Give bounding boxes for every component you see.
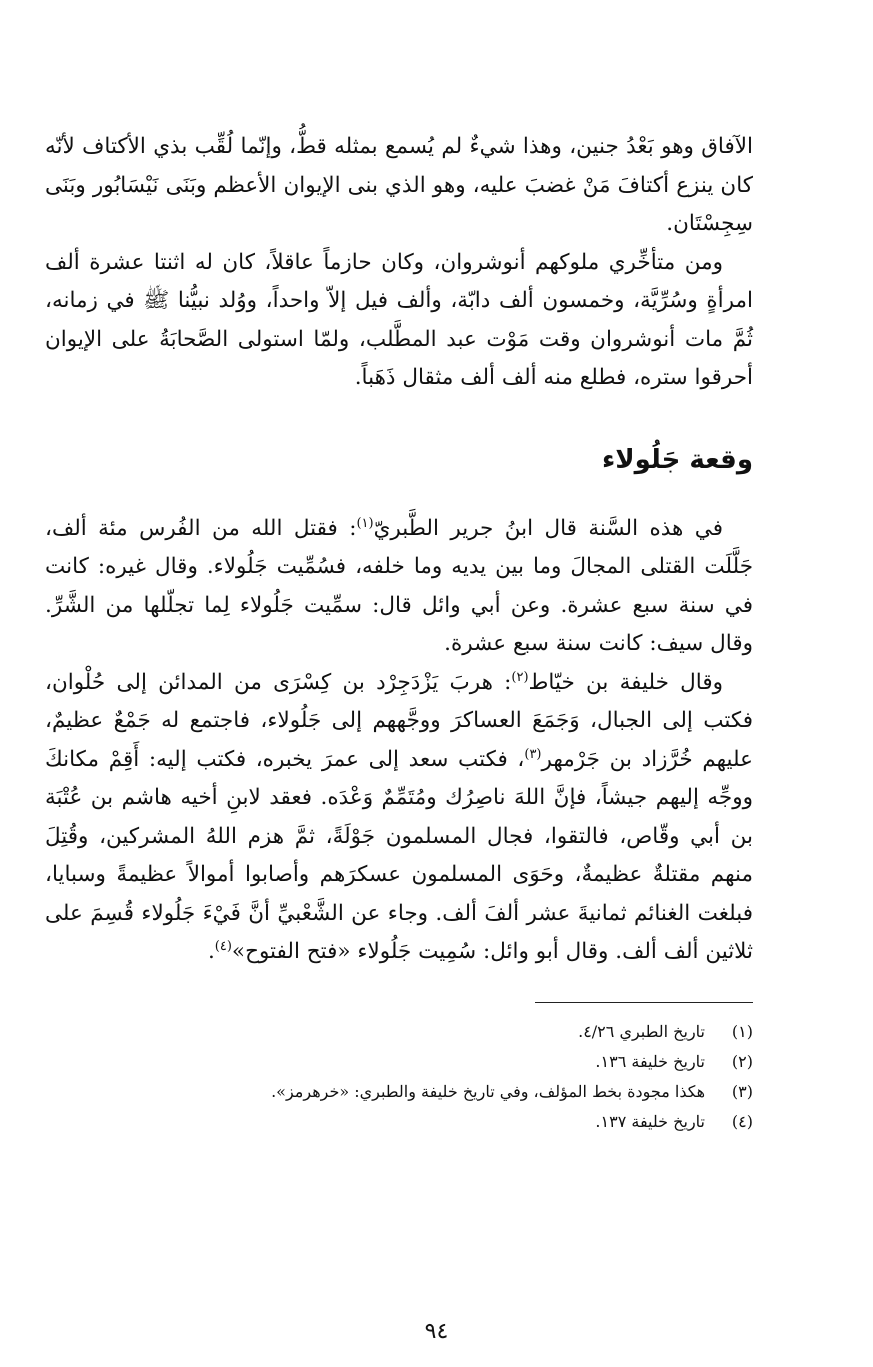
page-number: ٩٤ bbox=[424, 1319, 449, 1344]
footnote-1 bbox=[45, 1017, 753, 1047]
footnote-mark-1: (١) bbox=[356, 515, 374, 531]
footnote-number: (٢) bbox=[731, 1051, 753, 1071]
footnote-number: (١) bbox=[731, 1021, 753, 1041]
footnote-3 bbox=[45, 1077, 753, 1107]
footnote-text: تاريخ الطبري ٤/٢٦. bbox=[578, 1021, 705, 1041]
footnotes bbox=[45, 1017, 753, 1137]
paragraph-3-text-b: : فقتل الله من الفُرس مئة ألف، جَلَّلَت القتلى المجالَ وما بين يديه وما خلفه، فسُمِّيت جَلُولاء. وقال غيره: كانت في سنة سبع عشرة. وعن أبي وائل قال: سمِّيت جَلُولاء لِما تجلّلها من الشَّرِّ. وقال سيف: كانت سنة سبع عشرة. bbox=[45, 515, 753, 656]
footnote-divider bbox=[535, 1002, 753, 1003]
footnote-number: (٣) bbox=[731, 1081, 753, 1101]
paragraph-3-text-a: في هذه السَّنة قال ابنُ جرير الطَّبريّ bbox=[373, 515, 723, 541]
footnote-number: (٤) bbox=[731, 1111, 753, 1131]
paragraph-4-text-b: : هربَ يَزْدَجِرْد بن كِسْرَى من المدائن إلى حُلْوان، فكتب إلى الجبال، وَجَمَعَ العساكرَ ووجَّههم إلى جَلُولاء، فاجتمع له جَمْعٌ عظيمٌ، عليهم خُرَّزاد بن جَرْمهر bbox=[45, 669, 753, 772]
footnote-text: هكذا مجودة بخط المؤلف، وفي تاريخ خليفة والطبري: «خرهرمز». bbox=[271, 1081, 705, 1101]
paragraph-4-text-c: ، فكتب سعد إلى عمرَ يخبره، فكتب إليه: أَقِمْ مكانكَ ووجِّه إليهم جيشاً، فإنَّ اللهَ ناصِرُك ومُتَمِّمٌ وَعْدَه. فعقد لابنِ أخيه هاشم بن عُتْبَة بن أبي وقّاص، فالتقوا، فجال المسلمون جَوْلَةً، ثمَّ هزم اللهُ المشركين، وقُتِلَ منهم مقتلةٌ عظيمةٌ، وحَوَى المسلمون عسكرَهم وأصابوا أموالاً عظيمةً وسبايا، فبلغت الغنائم ثمانيةَ عشر ألفَ ألف. وجاء عن الشَّعْبيِّ أنَّ فَيْءَ جَلُولاء قُسِمَ على ثلاثين ألف ألف. وقال أبو وائل: سُمِيت جَلُولاء «فتح الفتوح» bbox=[45, 746, 753, 964]
footnote-text: تاريخ خليفة ١٣٧. bbox=[595, 1111, 705, 1131]
paragraph-4-text-a: وقال خليفة بن خيّاط bbox=[528, 669, 723, 695]
footnote-mark-3: (٣) bbox=[524, 746, 542, 762]
footnote-mark-2: (٢) bbox=[511, 669, 529, 685]
paragraph-3 bbox=[45, 510, 753, 664]
section-heading: وقعة جَلُولاء bbox=[602, 444, 753, 475]
footnote-text: تاريخ خليفة ١٣٦. bbox=[595, 1051, 705, 1071]
paragraph-1: الآفاق وهو بَعْدُ جنين، وهذا شيءٌ لم يُسمع بمثله قطُّ، وإنّما لُقِّب بذي الأكتاف لأنّه كان ينزع أكتافَ مَنْ غضبَ عليه، وهو الذي بنى الإيوان الأعظم وبَنَى نَيْسَابُور وبَنَى سِجِسْتَان. bbox=[45, 134, 753, 236]
page-body bbox=[45, 128, 753, 1137]
footnote-2 bbox=[45, 1047, 753, 1077]
footnote-4 bbox=[45, 1107, 753, 1137]
paragraph-4-text-end: . bbox=[207, 939, 215, 964]
paragraph-2: ومن متأخِّري ملوكهم أنوشروان، وكان حازماً عاقلاً، كان له اثنتا عشرة ألف امرأةٍ وسُرِّيَّة، وخمسون ألف دابّة، وألف فيل إلاّ واحداً، ووُلد نبيُّنا ﷺ في زمانه، ثُمَّ مات أنوشروان وقت مَوْت عبد المطَّلب، ولمّا استولى الصَّحابَةُ على الإيوان أحرقوا ستره، فطلع منه ألف ألف مثقال ذَهَباً. bbox=[45, 249, 753, 390]
footnote-mark-4: (٤) bbox=[214, 938, 232, 954]
paragraph-4 bbox=[45, 664, 753, 972]
